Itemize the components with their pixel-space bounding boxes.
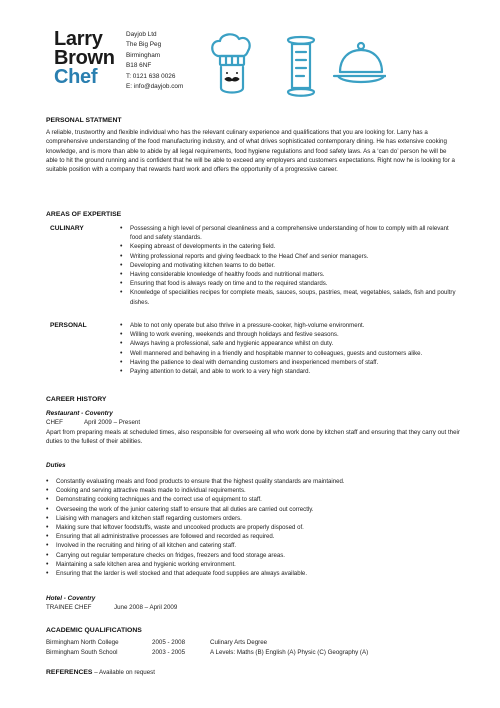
references-text: – Available on request [94, 669, 155, 676]
list-item: • Knowledge of specialities recipes for complete meals, sauces, soups, pastries, meat, vegetables, salads, fish and poultry dishes. [120, 288, 460, 306]
list-item: • Keeping abreast of developments in the catering field. [120, 242, 460, 251]
list-item: • Having the patience to deal with demanding customers and inexperienced members of staff. [120, 358, 460, 367]
job1-place: Restaurant - Coventry [46, 410, 113, 417]
job1-role: CHEF [46, 419, 63, 426]
duties-label: Duties [46, 462, 66, 469]
career-heading: CAREER HISTORY [46, 396, 107, 403]
list-item: • Able to not only operate but also thrive in a pressure-cooker, high-volume environment. [120, 321, 460, 330]
contact-details [126, 30, 183, 92]
food-cloche-icon [334, 43, 386, 82]
references-line [46, 669, 155, 676]
contact-line: The Big Peg [126, 41, 162, 49]
list-item: • Cooking and serving attractive meals made to individual requirements. [46, 486, 460, 495]
job2-dates: June 2008 – April 2009 [114, 604, 178, 611]
list-item: • Demonstrating cooking techniques and the correct use of equipment to staff. [46, 495, 460, 504]
academic-row [46, 649, 368, 656]
list-item: • Paying attention to detail, and able to work to a very high standard. [120, 367, 460, 376]
personal-label: PERSONAL [50, 322, 87, 329]
list-item: • Having considerable knowledge of healthy foods and nutritional matters. [120, 270, 460, 279]
job2-place: Hotel - Coventry [46, 595, 96, 602]
personal-statement-heading: PERSONAL STATMENT [46, 117, 122, 124]
job2-role-line [46, 604, 177, 611]
culinary-label: CULINARY [50, 225, 84, 232]
job1-description: Apart from preparing meals at scheduled times, also responsible for overseeing all who work done by kitchen staff and ensuring that they carry out their duties to the fullest of their abilities. [46, 429, 460, 446]
academic-school: Birmingham South School [46, 649, 118, 656]
list-item: • Overseeing the work of the junior catering staff to ensure that all duties are carried out correctly. [46, 505, 460, 514]
list-item: • Making sure that leftover foodstuffs, waste and uncooked products are properly disposed of. [46, 523, 460, 532]
list-item: • Well mannered and behaving in a friendly and hospitable manner to colleagues, guests and customers alike. [120, 349, 460, 358]
list-item: • Possessing a high level of personal cleanliness and a comprehensive understanding of how to comply with all relevant food and safety standards. [120, 224, 460, 242]
list-item: • Developing and motivating kitchen teams to do better. [120, 261, 460, 270]
last-name: Brown [54, 47, 115, 69]
contact-line: B18 6NF [126, 62, 152, 70]
header-icons [206, 30, 386, 100]
personal-statement-text: A reliable, trustworthy and flexible individual who has the relevant culinary experience and qualifications that you are looking for. Larry has a comprehensive understanding of the food manufacturing industry, and of what drives sophisticated contemporary dining. He has extensive cooking knowledge, and is more than able to abide by all legal requirements, food hygiene regulations and food safety laws. As a ‘can do’ person he will be able to hit the ground running and is confident that he will be able to exceed any employers and customers expectations. Right now he is looking for a suitable position with a company that rewards hard work and offers the opportunity of a progressive career. [46, 129, 455, 174]
chef-hat-icon [212, 34, 249, 92]
academic-years: 2005 - 2008 [152, 639, 186, 646]
job2-role: TRAINEE CHEF [46, 604, 92, 611]
candidate-name [54, 30, 134, 87]
list-item: • Ensuring that the larder is well stocked and that adequate food supplies are always available. [46, 569, 460, 578]
job-title: Chef [54, 66, 98, 88]
contact-line: Dayjob Ltd [126, 31, 157, 38]
list-item: • Willing to work evening, weekends and through holidays and festive seasons. [120, 330, 460, 339]
contact-line: Birmingham [126, 51, 161, 59]
list-item: • Involved in the recruiting and hiring of all kitchen and catering staff. [46, 541, 460, 550]
expertise-heading: AREAS OF EXPERTISE [46, 211, 122, 218]
job1-dates: April 2009 – Present [84, 419, 141, 426]
duties-list [46, 477, 460, 578]
list-item: • Always having a professional, safe and hygienic appearance whilst on duty. [120, 339, 460, 348]
academic-school: Birmingham North College [46, 639, 119, 646]
academic-qualification: Culinary Arts Degree [210, 639, 268, 646]
list-item: • Liaising with managers and kitchen staff regarding customers orders. [46, 514, 460, 523]
academic-heading: ACADEMIC QUALIFICATIONS [46, 627, 142, 634]
academic-years: 2003 - 2005 [152, 649, 186, 656]
contact-line: T: 0121 638 0026 [126, 72, 176, 80]
list-item: • Ensuring that all administrative processes are followed and recorded as required. [46, 532, 460, 541]
academic-qualification: A Levels: Maths (B) English (A) Physic (C) Geography (A) [210, 649, 369, 656]
list-item: • Ensuring that food is always ready on time and to the required standards. [120, 279, 460, 288]
list-item: • Constantly evaluating meals and food products to ensure that the highest quality standards are maintained. [46, 477, 460, 486]
personal-list [120, 321, 460, 376]
contact-line: E: info@dayjob.com [126, 83, 184, 91]
culinary-list [120, 224, 460, 307]
scroll-icon [288, 37, 314, 96]
list-item: • Writing professional reports and giving feedback to the Head Chef and senior managers. [120, 252, 460, 261]
list-item: • Maintaining a safe kitchen area and hygienic working environment. [46, 560, 460, 569]
references-heading: REFERENCES [46, 669, 93, 676]
academic-row [46, 639, 267, 646]
list-item: • Carrying out regular temperature checks on fridges, freezers and food storage areas. [46, 551, 460, 560]
first-name: Larry [54, 28, 103, 50]
job1-role-line [46, 419, 140, 426]
